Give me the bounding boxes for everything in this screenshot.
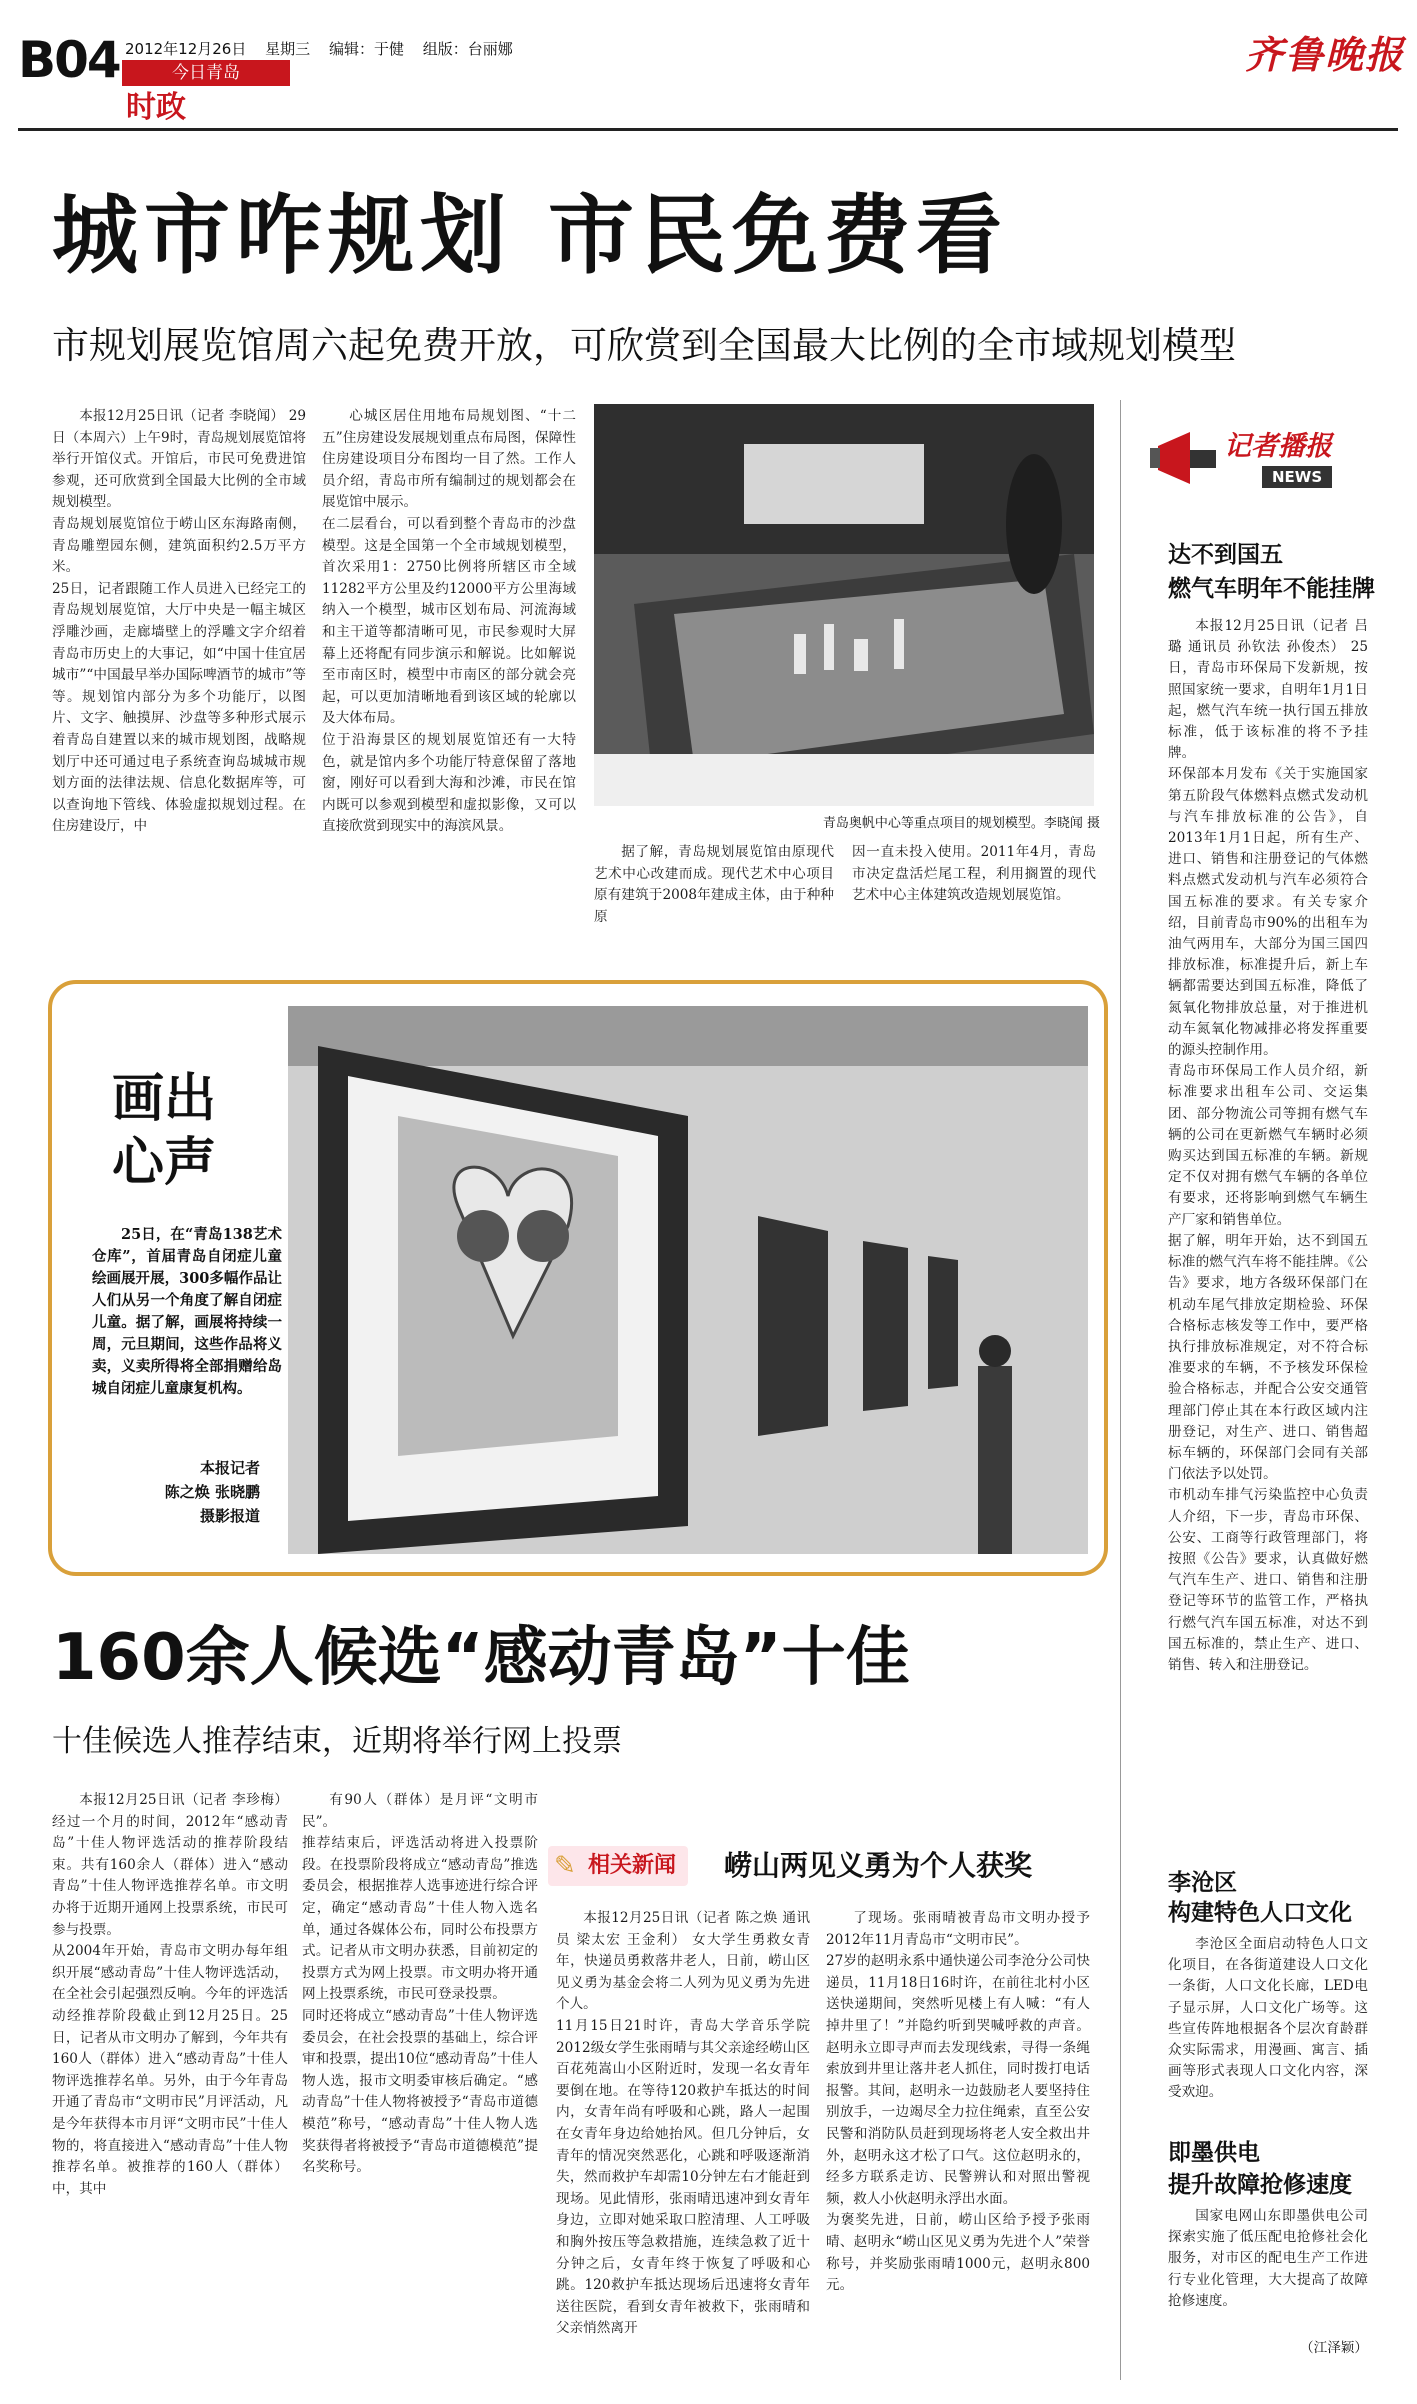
page-code: B04 [18,31,120,89]
lead-headline: 城市咋规划 市民免费看 [52,186,1008,286]
feature-title-line-1: 画出 [112,1069,217,1129]
story1-headline-b: 燃气车明年不能挂牌 [1168,576,1375,602]
story2-headline-a: 李沧区 [1168,1870,1237,1896]
story3-body: 国家电网山东即墨供电公司探索实施了低压配电抢修社会化服务，对市区的配电生产工作进行专业化管理，大大提高了故障抢修速度。 [1168,2208,1368,2309]
credit-line-3: 摄影报道 [199,1507,260,1525]
story2-headline-b: 构建特色人口文化 [1168,1900,1352,1926]
exhibition-photo [288,1006,1088,1554]
related-tag-label: 相关新闻 [588,1853,677,1878]
related-column-1: 本报12月25日讯（记者 陈之焕 通讯员 梁太宏 王金利） 女大学生勇救女青年，快递员勇救落井老人，日前，崂山区见义勇为基金会将二人列为见义勇为先进个人。 11月15日21时许，青岛大学音乐学院2012级女学生张雨晴与其父亲途经崂山区百花苑嵩山小区附近时，发现一名女青年要倒在地。在等待120救护车抵达的时间内，女青年尚有呼吸和心跳，路人一起围在女青年身边给她抬风。但几分钟后，女青年的情况突然恶化，心跳和呼吸逐渐消失，然而救护车却需10分钟左右才能赶到现场。见此情形，张雨晴迅速冲到女青年身边，立即对她采取口腔清理、人工呼吸和胸外按压等急救措施，连续急救了近十分钟之后，女青年终于恢复了呼吸和心跳。120救护车抵达现场后迅速将女青年送往医院，看到女青年被救下，张雨晴和父亲悄然离开 [556,1910,810,2337]
lead-subhead: 市规划展览馆周六起免费开放，可欣赏到全国最大比例的全市域规划模型 [52,324,1236,367]
story2-body: 李沧区全面启动特色人口文化项目，在各街道建设人口文化一条街，人口文化长廊，LED电子显示屏，人口文化广场等。这些宣传阵地根据各个层次育龄群众实际需求，用漫画、寓言、插画等形式表现人口文化内容，深受欢迎。 [1168,1936,1368,2101]
date: 2012年12月26日 [125,40,247,58]
story3-headline-a: 即墨供电 [1168,2140,1260,2166]
lead-column-4: 因一直未投入使用。2011年4月，青岛市决定盘活烂尾工程，利用搁置的现代艺术中心主体建筑改造规划展览馆。 [852,844,1096,904]
second-column-1: 本报12月25日讯（记者 李珍梅） 经过一个月的时间，2012年“感动青岛”十佳人物评选活动的推荐阶段结束。共有160余人（群体）进入“感动青岛”十佳人物评选推荐名单。市文明办将于近期开通网上投票系统，市民可参与投票。 从2004年开始，青岛市文明办每年组织开展“感动青岛”十佳人物评选活动，在全社会引起强烈反响。今年的评选活动经推荐阶段截止到12月25日。25日，记者从市文明办了解到，今年共有160人（群体）进入“感动青岛”十佳人物评选推荐名单。另外，由于今年青岛开通了青岛市“文明市民”月评活动，凡是今年获得本市月评“文明市民”十佳人物的，将直接进入“感动青岛”十佳人物推荐名单。被推荐的160人（群体）中，其中 [52,1792,288,2197]
story3-credit: （江泽颖） [1300,2340,1368,2356]
issue-date [125,38,513,59]
related-column-2: 了现场。张雨晴被青岛市文明办授予2012年11月青岛市“文明市民”。 27岁的赵明永系中通快递公司李沧分公司快递员，11月18日16时许，在前往北村小区送快递期间，突然听见楼上有人喊：“有人掉井里了！”并隐约听到哭喊呼救的声音。赵明永立即寻声而去发现线索，寻得一条绳索放到井里让落井老人抓住，同时拨打电话报警。其间，赵明永一边鼓励老人要坚持住别放手，一边竭尽全力拉住绳索，直至公安民警和消防队员赶到现场将老人安全救出井外，赵明永这才松了口气。这位赵明永的，经多方联系走访、民警辨认和对照出警视频，救人小伙赵明永浮出水面。 为褒奖先进，日前，崂山区给予授予张雨晴、赵明永“崂山区见义勇为先进个人”荣誉称号，并奖励张雨晴1000元，赵明永800元。 [826,1910,1090,2294]
sidebar-banner: 记者播报 [1224,431,1332,462]
masthead-logo: 齐鲁晚报 [1245,32,1406,77]
credit-line-1: 本报记者 [199,1459,260,1477]
story1-body: 本报12月25日讯（记者 吕璐 通讯员 孙钦法 孙俊杰） 25日，青岛市环保局下发新规，按照国家统一要求，自明年1月1日起，燃气汽车统一执行国五排放标准，低于该标准的将不予挂牌。 环保部本月发布《关于实施国家第五阶段气体燃料点燃式发动机与汽车排放标准的公告》，自2013年1月1日起，所有生产、进口、销售和注册登记的气体燃料点燃式发动机与汽车必须符合国五标准的要求。有关专家介绍，目前青岛市90%的出租车为油气两用车，大部分为国三国四排放标准，标准提升后，新上车辆都需要达到国五标准，降低了氮氧化物排放总量，对于推进机动车氮氧化物减排必将发挥重要的源头控制作用。 青岛市环保局工作人员介绍，新标准要求出租车公司、交运集团、部分物流公司等拥有燃气车辆的公司在更新燃气车辆时必须购买达到国五标准的车辆。新规定不仅对拥有燃气车辆的各单位有要求，还将影响到燃气车辆生产厂家和销售单位。 据了解，明年开始，达不到国五标准的燃气汽车将不能挂牌。《公告》要求，地方各级环保部门在机动车尾气排放定期检验、环保合格标志核发等工作中，要严格执行排放标准规定，对不符合标准要求的车辆，不予核发环保检验合格标志，并配合公安交通管理部门停止其在本行政区域内注册登记，对生产、进口、销售超标车辆的，环保部门会同有关部门依法予以处罚。 市机动车排气污染监控中心负责人介绍，下一步，青岛市环保、公安、工商等行政管理部门，将按照《公告》要求，认真做好燃气汽车生产、进口、销售和注册登记等环节的监管工作，严格执行燃气汽车国五标准，对达不到国五标准的，禁止生产、进口、销售、转入和注册登记。 [1168,618,1368,1673]
planning-model-photo [594,404,1094,806]
section-tag: 今日青岛 [122,60,290,86]
second-column-2: 有90人（群体）是月评“文明市民”。 推荐结束后，评选活动将进入投票阶段。在投票阶段将成立“感动青岛”推选委员会，根据推荐人选事迹进行综合评定，确定“感动青岛”十佳人物入选名单，通过各媒体公布，同时公布投票方式。记者从市文明办获悉，目前初定的投票方式为网上投票。市文明办将开通网上投票系统，市民可登录投票。 同时还将成立“感动青岛”十佳人物评选委员会，在社会投票的基础上，综合评审和投票，提出10位“感动青岛”十佳人物人选，报市文明委审核后确定。“感动青岛”十佳人物将被授予“青岛市道德模范”称号，“感动青岛”十佳人物人选奖获得者将被授予“青岛市道德模范”提名奖称号。 [302,1792,538,2176]
lead-column-3: 据了解，青岛规划展览馆由原现代艺术中心改建而成。现代艺术中心项目原有建筑于2008年建成主体，由于种种原 [594,844,834,925]
layout-credit: 组版：台丽娜 [422,40,513,58]
lead-column-2: 心城区居住用地布局规划图、“十二五”住房建设发展规划重点布局图，保障性住房建设项目分布图均一目了然。工作人员介绍，青岛市所有编制过的规划都会在展览馆中展示。 在二层看台，可以看到整个青岛市的沙盘模型。这是全国第一个全市域规划模型，首次采用1：2750比例将所辖区市全域11282平方公里及约12000平方公里海域纳入一个模型，城市区划布局、河流海域和主干道等都清晰可见，市民参观时大屏幕上还将配有同步演示和解说。比如解说至市南区时，模型中市南区的部分就会亮起，可以更加清晰地看到该区域的轮廓以及大体布局。 位于沿海景区的规划展览馆还有一大特色，就是馆内多个功能厅特意保留了落地窗，刚好可以看到大海和沙滩，市民在馆内既可以参观到模型和虚拟影像，又可以直接欣赏到现实中的海滨风景。 [322,408,576,835]
exhibition-photo-illustration [288,1006,1088,1554]
weekday: 星期三 [265,40,311,58]
related-tag [548,1846,688,1886]
model-photo-illustration [594,404,1094,806]
lead-column-1: 本报12月25日讯（记者 李晓闻） 29日（本周六）上午9时，青岛规划展览馆将举行开馆仪式。开馆后，市民可免费进馆参观，还可欣赏到全国最大比例的全市域规划模型。 青岛规划展览馆位于崂山区东海路南侧，青岛雕塑园东侧，建筑面积约2.5万平方米。 25日，记者跟随工作人员进入已经完工的青岛规划展览馆，大厅中央是一幅主城区浮雕沙画，走廊墙壁上的浮雕文字介绍着青岛市历史上的大事记，如“中国十佳宜居城市”“中国最早举办国际啤酒节的城市”等等。规划馆内部分为多个功能厅，以图片、文字、触摸屏、沙盘等多种形式展示着青岛自建置以来的城市规划图，战略规划厅中还可通过电子系统查询岛城城市规划方面的法律法规、信息化数据库等，可以查询地下管线、体验虚拟规划过程。在住房建设厅，中 [52,408,306,835]
related-headline: 崂山两见义勇为个人获奖 [724,1849,1033,1882]
photo-caption: 青岛奥帆中心等重点项目的规划模型。李晓闻 摄 [822,816,1100,831]
news-megaphone-icon [1150,428,1220,488]
second-headline: 160余人候选“感动青岛”十佳 [52,1621,910,1695]
credit-line-2: 陈之焕 张晓鹏 [164,1483,260,1501]
editor: 编辑：于健 [328,40,404,58]
pencil-icon: ✎ [554,1851,576,1881]
sidebar-divider [1120,400,1121,2380]
header-divider [18,128,1398,131]
feature-credit [140,1456,260,1528]
story1-headline-a: 达不到国五 [1168,542,1283,568]
section-name: 时政 [126,90,186,125]
feature-title-line-2: 心声 [112,1133,217,1193]
story3-headline-b: 提升故障抢修速度 [1168,2172,1352,2198]
feature-body: 25日，在“青岛138艺术仓库”，首届青岛自闭症儿童绘画展开展，300多幅作品让人们从另一个角度了解自闭症儿童。据了解，画展将持续一周，元旦期间，这些作品将义卖，义卖所得将全部捐赠给岛城自闭症儿童康复机构。 [92,1226,282,1397]
news-label: NEWS [1262,466,1332,488]
second-subhead: 十佳候选人推荐结束，近期将举行网上投票 [52,1724,622,1759]
